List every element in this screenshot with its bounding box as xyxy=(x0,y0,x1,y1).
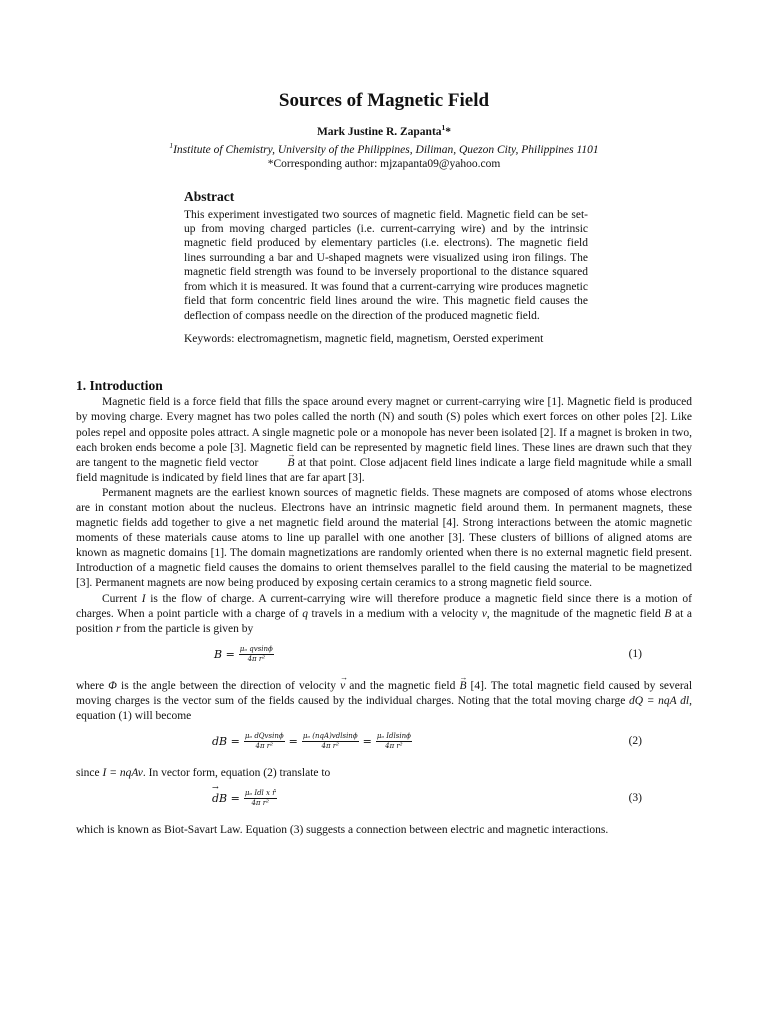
p3-t2: is the flow of charge. A current-carrying wire will therefore produce a magnetic field since there is a motion of charges. When a point particle with a charge of xyxy=(76,592,692,620)
p3-v2: q xyxy=(302,607,308,620)
p3-t4: , the magnitude of the magnetic field xyxy=(486,607,665,620)
intro-paragraph-4 xyxy=(76,679,692,724)
p3-v5: r xyxy=(115,622,121,635)
keywords: Keywords: electromagnetism, magnetic field, magnetism, Oersted experiment xyxy=(184,332,544,345)
equation-2-number: (2) xyxy=(628,735,642,748)
p4-v2: dQ = nqA dl xyxy=(629,694,690,707)
eq2-equals-1: = xyxy=(288,735,298,749)
abstract-heading: Abstract xyxy=(184,188,235,204)
eq1-fraction xyxy=(239,645,274,664)
p3-t6: from the particle is given by xyxy=(120,622,254,635)
eq2-n3: μₒ Idlsinϕ xyxy=(376,732,411,741)
intro-paragraph-1 xyxy=(76,395,692,486)
eq2-fraction-2 xyxy=(302,732,359,751)
abstract-text: This experiment investigated two sources of magnetic field. Magnetic field can be set-up from moving charged particles (i.e. current-carrying wire) and by the intrinsic magnetic field produced by elementary particles (i.e. electrons). The magnetic field lines surrounding a bar and U-shaped magnets were visualized using iron filings. The magnetic field strength was found to be inversely proportional to the distance squared from which it is measured. It was found that a current-carrying wire produces magnetic field that form concentric field lines around the wire. This magnetic field causes the deflection of compass needle on the direction of the produced magnetic field. xyxy=(184,208,588,322)
author-line xyxy=(88,121,680,139)
p5-v1: I = nqAv xyxy=(102,767,143,780)
affiliation-text: Institute of Chemistry, University of the Philippines, Diliman, Quezon City, Philippines 1101 xyxy=(173,143,599,156)
author-affil-mark: 1 xyxy=(441,123,446,132)
p4-v1: Φ xyxy=(108,679,117,692)
equation-2 xyxy=(76,724,692,766)
eq2-lhs: dB = xyxy=(212,735,240,749)
intro-paragraph-5 xyxy=(76,766,692,781)
db-vector: → dB xyxy=(212,792,227,805)
p5-t2: . In vector form, equation (2) translate to xyxy=(142,767,331,780)
p4-t1: where xyxy=(76,679,109,692)
affil-mark: 1 xyxy=(169,140,174,150)
author-name: Mark Justine R. Zapanta xyxy=(316,125,442,138)
intro-paragraph-6: which is known as Biot-Savart Law. Equation (3) suggests a connection between electric and magnetic interactions. xyxy=(76,824,609,837)
p1-text-b: at that point. Close adjacent field lines indicate a large field magnitude while a small field magnitude is indicated by field lines that are far apart [3]. xyxy=(76,456,692,484)
eq3-lhs: → dB = xyxy=(212,792,240,805)
paper-page xyxy=(76,90,693,838)
equation-1-number: (1) xyxy=(628,647,642,660)
equation-3 xyxy=(76,781,692,823)
eq1-lhs: B = xyxy=(214,647,235,661)
author-star: * xyxy=(445,125,452,138)
equation-2-body xyxy=(212,732,412,751)
eq3-den: 4π r² xyxy=(251,799,269,808)
p5-t1: since xyxy=(76,767,103,780)
p3-v4: B xyxy=(664,607,672,620)
b-vector-symbol: → B xyxy=(262,456,295,471)
equation-3-number: (3) xyxy=(628,792,642,805)
eq2-n2: μₒ (nqA)vdlsinϕ xyxy=(302,732,358,741)
corresponding-author: *Corresponding author: mjzapanta09@yahoo.com xyxy=(267,157,501,170)
p4-t3: and the magnetic field xyxy=(345,679,460,692)
p3-t3: travels in a medium with a velocity xyxy=(307,607,482,620)
equation-1 xyxy=(76,637,692,679)
eq1-den: 4π r² xyxy=(247,654,266,663)
p1-text-a: Magnetic field is a force field that fills the space around every magnet or current-carrying wire [1]. Magnetic field is produced by moving charge. Every magnet has two poles called the north (N) and south (S) poles which exert forces on other poles [2]. Like poles repel and opposite poles attract. A single magnetic pole or a monopole has never been isolated [2]. If a magnet is broken in two, each broken ends become a pole [3]. Magnetic field can be represented by magnetic field lines. These lines are drawn such that they are tangent to the magnetic field vector xyxy=(76,396,692,469)
eq2-d3: 4π r² xyxy=(385,742,403,751)
eq3-fraction xyxy=(244,789,277,808)
p4-t4: [4]. The total magnetic field caused by several moving charges is the vector sum of the fields caused by the individual charges. Noting that the total moving charge xyxy=(76,679,693,707)
p3-v3: v xyxy=(481,607,487,620)
p4-t5: , equation (1) will become xyxy=(76,694,692,722)
introduction-section xyxy=(76,378,693,838)
b-vector-symbol-2: → B xyxy=(459,679,466,694)
affiliation-line xyxy=(58,139,710,157)
eq2-n1: μₒ dQvsinϕ xyxy=(244,732,284,741)
p4-t2: is the angle between the direction of velocity xyxy=(116,679,341,692)
p3-t1: Current xyxy=(102,592,142,605)
paper-title: Sources of Magnetic Field xyxy=(278,90,490,111)
p3-v1: I xyxy=(141,592,146,605)
v-vector-symbol: → v xyxy=(340,679,345,694)
eq2-fraction-3 xyxy=(376,732,412,751)
eq2-equals-2: = xyxy=(362,735,372,749)
intro-paragraph-2: Permanent magnets are the earliest known sources of magnetic fields. These magnets are composed of atoms whose electrons are in constant motion about the nucleus. Electrons have an intrinsic magnetic field around them. In permanent magnets, these magnetic fields add together to give a net magnetic field around the material [4]. Strong interactions between the atomic magnetic moments of these materials cause atoms to line up parallel with one another [3]. These clusters of billions of aligned atoms are known as magnetic domains [1]. The domain magnetizations are randomly oriented when there is no external magnetic field present. Introduction of a magnetic field causes the domains to orient themselves parallel to the field causing the material to be magnetized [3]. Permanent magnets are now being produced by exposing certain ceramics to a strong magnetic field source. xyxy=(76,486,692,590)
intro-paragraph-3 xyxy=(76,592,692,637)
eq3-num: μₒ Idl x r̂ xyxy=(244,789,276,798)
eq2-fraction-1 xyxy=(244,732,285,751)
eq1-num: μₒ qvsinϕ xyxy=(239,644,273,653)
section-heading: 1. Introduction xyxy=(76,378,163,394)
eq2-d1: 4π r² xyxy=(255,742,273,751)
eq2-d2: 4π r² xyxy=(321,742,339,751)
abstract-block xyxy=(184,189,588,347)
equation-3-body xyxy=(212,789,277,808)
p3-t5: at a position xyxy=(76,607,692,635)
equation-1-body xyxy=(214,645,274,664)
